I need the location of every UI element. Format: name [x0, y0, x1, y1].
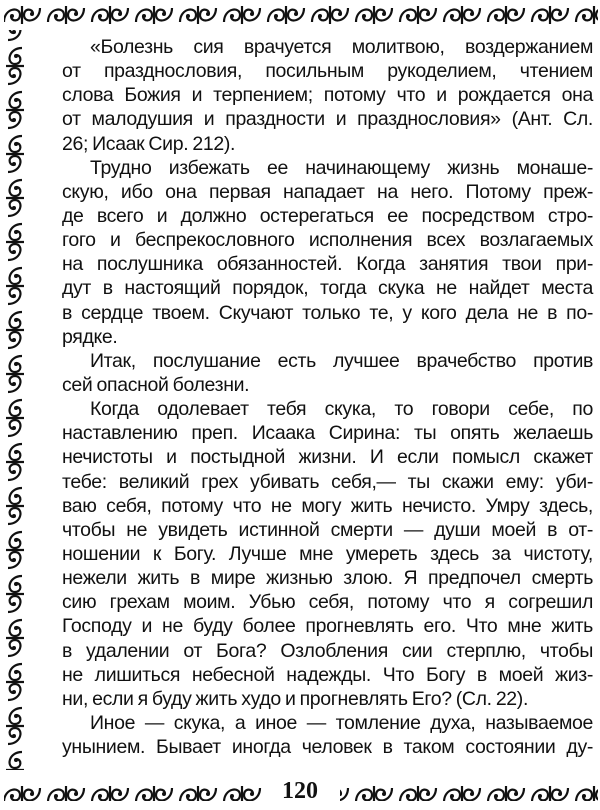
text-line: унынием. Бывает иногда человек в таком состоянии ду-	[62, 736, 593, 759]
text-line: 26; Исаак Сир. 212).	[62, 132, 236, 155]
text-line: дут в настоящий порядок, тогда скука не найдет места	[62, 277, 593, 300]
page-body-text	[62, 35, 593, 759]
text-line: Господу и не буду более прогневлять его. Что мне жить	[62, 615, 593, 638]
text-line: нежели жить в мире жизнью злою. Я предпочел смерть	[62, 567, 593, 590]
bottom-border-right	[340, 775, 598, 801]
text-line: тебе: великий грех убивать себя,— ты скажи ему: уби-	[62, 470, 593, 493]
text-line: скую, ибо она первая нападает на него. Потому преж-	[62, 180, 593, 203]
paragraph	[62, 349, 593, 397]
text-line: нечистоты и постыдной жизни. И если помысл скажет	[62, 446, 593, 469]
paragraph	[62, 397, 593, 711]
text-line: от празднословия, посильным рукоделием, чтением	[62, 60, 593, 83]
text-line: Иное — скука, а иное — томление духа, называемое	[90, 711, 593, 734]
text-line: слова Божия и терпением; потому что и рождается она	[62, 84, 593, 107]
paragraph	[62, 711, 593, 759]
text-line: де всего и должно остерегаться ее посредством стро-	[62, 204, 593, 227]
text-line: Трудно избежать ее начинающему жизнь монаше-	[90, 156, 593, 179]
page-number: 120	[282, 778, 318, 804]
text-line: сию грехам моим. Убью себя, потому что я согрешил	[62, 591, 593, 614]
text-line: на послушника обязанностей. Когда занятия твои при-	[62, 253, 593, 276]
text-line: рядке.	[62, 325, 118, 348]
top-border	[4, 4, 598, 30]
text-line: от малодушия и праздности и празднословия» (Ант. Сл.	[62, 108, 593, 131]
text-line: наставлению преп. Исаака Сирина: ты опять желаешь	[62, 422, 593, 445]
paragraph	[62, 156, 593, 349]
paragraph	[62, 35, 593, 156]
text-line: Когда одолевает тебя скука, то говори себе, по	[90, 398, 593, 421]
text-line: ношении к Богу. Лучше мне умереть здесь за чистоту,	[62, 542, 593, 565]
text-line: в удалении от Бога? Озлобления сии стерплю, чтобы	[62, 639, 593, 662]
text-line: гого и беспрекословного исполнения всех возлагаемых	[62, 229, 593, 252]
text-line: в сердце твоем. Скучают только те, у кого дела не в по-	[62, 301, 593, 324]
bottom-border-left	[4, 775, 262, 801]
text-line: ни, если я буду жить худо и прогневлять Его? (Сл. 22).	[62, 687, 529, 710]
text-line: «Болезнь сия врачуется молитвою, воздержанием	[90, 36, 593, 58]
text-line: Итак, послушание есть лучшее врачебство против	[90, 349, 593, 372]
text-line: сей опасной болезни.	[62, 373, 250, 396]
left-border	[2, 30, 30, 770]
text-line: чтобы не увидеть истинной смерти — души моей в от-	[62, 518, 593, 541]
text-line: не лишиться небесной надежды. Что Богу в моей жиз-	[62, 663, 593, 686]
text-line: ваю себя, потому что не могу жить нечисто. Умру здесь,	[62, 494, 593, 517]
